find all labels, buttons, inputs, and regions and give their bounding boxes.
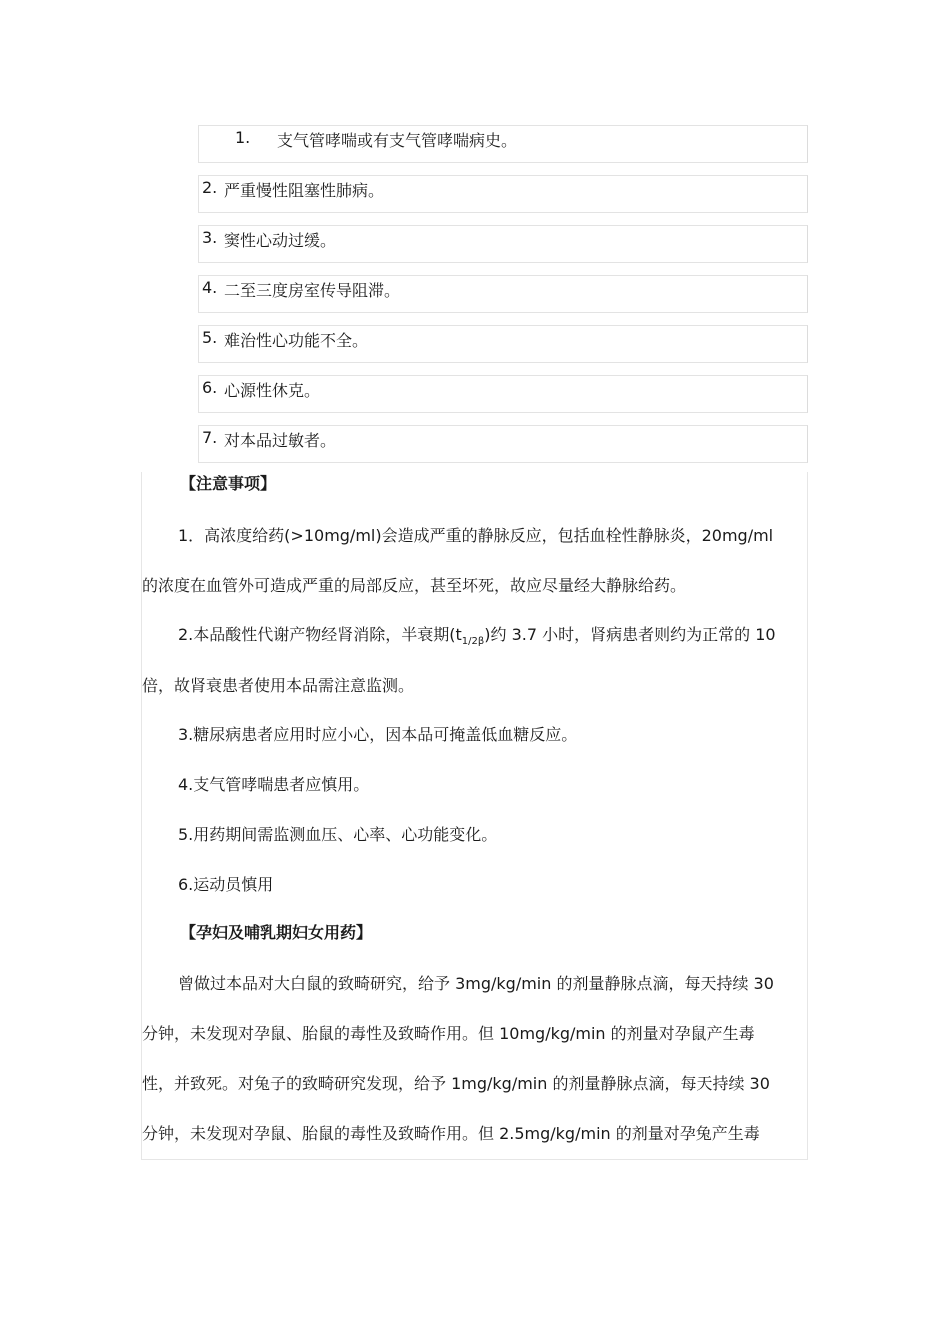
precaution-item-2-text-b: )约 3.7 小时，肾病患者则约为正常的 10 [484,625,776,644]
pregnancy-line-4: 分钟，未发现对孕鼠、胎鼠的毒性及致畸作用。但 2.5mg/kg/min 的剂量对孕兔产生毒 [142,1124,760,1143]
list-item-text: 严重慢性阻塞性肺病。 [224,181,385,200]
pregnancy-line-1: 曾做过本品对大白鼠的致畸研究，给予 3mg/kg/min 的剂量静脉点滴，每天持续 30 [178,974,774,993]
pregnancy-heading: 【孕妇及哺乳期妇女用药】 [180,923,373,942]
precautions-heading: 【注意事项】 [180,474,277,493]
content-section [141,472,808,1160]
precaution-item-1-line-1: 1．高浓度给药(>10mg/ml)会造成严重的静脉反应，包括血栓性静脉炎，20mg/ml [178,526,774,545]
precaution-item-4: 4.支气管哮喘患者应慎用。 [178,775,370,794]
list-item-text: 难治性心功能不全。 [224,331,369,350]
list-item-number: 2. [202,178,218,197]
precaution-item-1-line-2: 的浓度在血管外可造成严重的局部反应，甚至坏死，故应尽量经大静脉给药。 [142,576,687,595]
precaution-item-2-text-a: 2.本品酸性代谢产物经肾消除，半衰期(t [178,625,462,644]
list-item-number: 3. [202,228,218,247]
list-item-text: 窦性心动过缓。 [224,231,337,250]
precaution-item-2-line-1 [178,623,776,647]
list-item-text: 心源性休克。 [224,381,321,400]
list-item [198,225,808,263]
list-item [198,325,808,363]
list-item [198,275,808,313]
list-item-number: 1. [235,128,251,147]
precaution-item-6: 6.运动员慎用 [178,875,274,894]
list-item-number: 6. [202,378,218,397]
precaution-item-2-line-2: 倍，故肾衰患者使用本品需注意监测。 [142,676,415,695]
pregnancy-line-3: 性，并致死。对兔子的致畸研究发现，给予 1mg/kg/min 的剂量静脉点滴，每天持续 30 [142,1074,770,1093]
list-item [198,175,808,213]
precaution-item-3: 3.糖尿病患者应用时应小心，因本品可掩盖低血糖反应。 [178,725,578,744]
list-item-text: 支气管哮喘或有支气管哮喘病史。 [277,131,518,150]
list-item-text: 二至三度房室传导阻滞。 [224,281,401,300]
list-item [198,125,808,163]
list-item [198,375,808,413]
list-item-number: 4. [202,278,218,297]
pregnancy-line-2: 分钟，未发现对孕鼠、胎鼠的毒性及致畸作用。但 10mg/kg/min 的剂量对孕鼠产生毒 [142,1024,755,1043]
precaution-item-5: 5.用药期间需监测血压、心率、心功能变化。 [178,825,498,844]
list-item [198,425,808,463]
half-life-subscript: 1/2β [461,636,485,647]
list-item-number: 5. [202,328,218,347]
list-item-text: 对本品过敏者。 [224,431,337,450]
list-item-number: 7. [202,428,218,447]
